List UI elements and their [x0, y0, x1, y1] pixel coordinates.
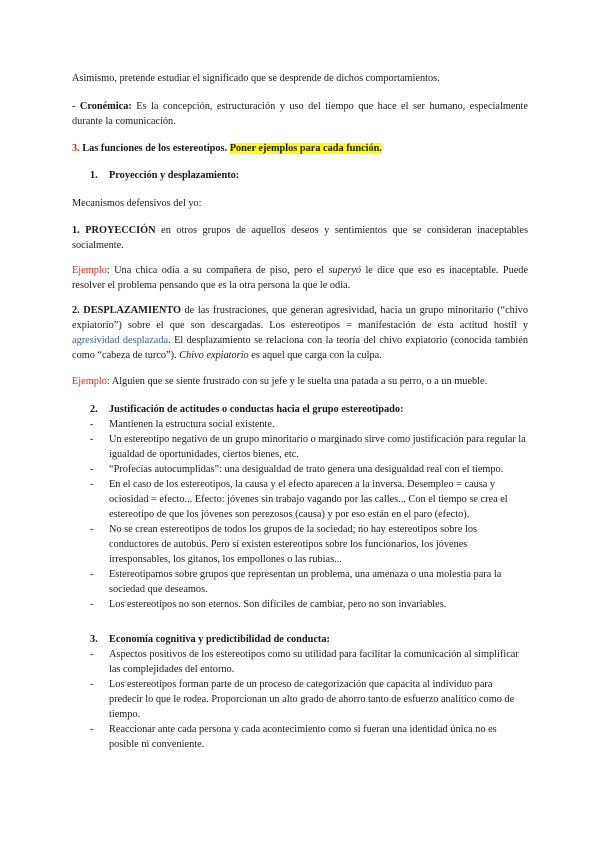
section-3-title: Las funciones de los estereotipos.	[79, 143, 228, 154]
cronemica-text: Es la concepción, estructuración y uso del tiempo que hace el ser humano, especialmente durante la comunicación.	[72, 101, 528, 127]
list-item-text: Estereotipamos sobre grupos que representan un problema, una amenaza o una molestia para la sociedad que deseamos.	[109, 569, 502, 595]
section-3-heading	[72, 141, 528, 156]
dash-bullet: -	[90, 569, 94, 580]
ejemplo-2-paragraph	[72, 374, 528, 389]
desplazamiento-text-b: . El desplazamiento se relaciona con la teoría del chivo expiatorio (conocida también como “cabeza de turco”).	[72, 335, 528, 361]
list-item-text: Reaccionar ante cada persona y cada acontecimiento como si fueran una identidad única no es posible ni conveniente.	[109, 724, 497, 750]
cronemica-paragraph	[72, 99, 528, 129]
subsection-2-list	[90, 417, 528, 612]
subsection-3-list	[90, 647, 528, 752]
list-item-text: En el caso de los estereotipos, la causa y el efecto aparecen a la inversa. Desempleo = causa y ociosidad = efecto... Efecto: jóvenes sin trabajo vagando por las calles... Con el tiempo se crea el estereotipo de que los jóvenes son perezosos (causa) y por eso están en el paro (efecto).	[109, 479, 508, 520]
section-3-highlight: Poner ejemplos para cada función.	[229, 143, 382, 154]
list-item-text: Mantienen la estructura social existente.	[109, 419, 275, 430]
list-item	[90, 522, 528, 567]
ejemplo-2-label: Ejemplo	[72, 376, 107, 387]
list-item	[90, 417, 528, 432]
list-item	[90, 677, 528, 722]
ejemplo-1-text-b: le dice que eso es inaceptable. Puede resolver el problema pensando que es la otra persona la que le odia.	[72, 265, 529, 291]
desplazamiento-italic: Chivo expiatorio	[179, 350, 249, 361]
ejemplo-2-text: : Alguien que se siente frustrado con su jefe y le suelta una patada a su perro, o a un mueble.	[106, 376, 488, 387]
ejemplo-1-italic: superyó	[328, 265, 362, 276]
cronemica-term: Cronémica:	[79, 101, 132, 112]
dash-bullet: -	[90, 419, 94, 430]
list-item	[90, 597, 528, 612]
desplazamiento-text-c: es aquel que carga con la culpa.	[248, 350, 382, 361]
mecanismos-text: Mecanismos defensivos del yo:	[72, 198, 202, 209]
subsection-1-title: Proyección y desplazamiento:	[109, 170, 240, 181]
desplazamiento-paragraph	[72, 303, 528, 363]
dash-bullet: -	[90, 599, 94, 610]
list-item-text: Un estereotipo negativo de un grupo minoritario o marginado sirve como justificación para regular la igualdad de oportunidades, ciertos bienes, etc.	[109, 434, 526, 460]
list-item	[90, 647, 528, 677]
proyeccion-paragraph	[72, 223, 528, 253]
subsection-1-number: 1.	[90, 170, 98, 181]
dash-bullet: -	[90, 679, 94, 690]
ejemplo-1-label: Ejemplo	[72, 265, 107, 276]
dash-bullet: -	[90, 649, 94, 660]
list-item	[90, 477, 528, 522]
section-3-number: 3.	[72, 143, 80, 154]
list-item-text: Los estereotipos forman parte de un proceso de categorización que capacita al individuo para predecir lo que le rodea. Proporcionan un alto grado de ahorro tanto de esfuerzo analítico como de tiempo.	[109, 679, 515, 720]
ejemplo-1-paragraph	[72, 263, 528, 293]
proyeccion-term: 1. PROYECCIÓN	[72, 225, 156, 236]
subsection-3-title: Economía cognitiva y predictibilidad de conducta:	[109, 634, 330, 645]
dash-bullet: -	[90, 464, 94, 475]
dash-bullet: -	[90, 724, 94, 735]
desplazamiento-blue: agresividad desplazada	[72, 335, 169, 346]
desplazamiento-term: 2. DESPLAZAMIENTO	[72, 305, 181, 316]
subsection-3-number: 3.	[90, 634, 98, 645]
cronemica-prefix: -	[72, 101, 80, 112]
subsection-2-title: Justificación de actitudes o conductas hacia el grupo estereotipado:	[109, 404, 404, 415]
dash-bullet: -	[90, 479, 94, 490]
subsection-2-number: 2.	[90, 404, 98, 415]
list-item	[90, 462, 528, 477]
dash-bullet: -	[90, 524, 94, 535]
list-item-text: Los estereotipos no son eternos. Son difíciles de cambiar, pero no son invariables.	[109, 599, 447, 610]
list-item-text: No se crean estereotipos de todos los grupos de la sociedad; no hay estereotipos sobre los conductores de autobús. Pero sí existen estereotipos sobre los funcionarios, los jóvenes irresponsables, los gitanos, los empollones o las rubias...	[109, 524, 478, 565]
list-item	[90, 567, 528, 597]
list-item-text: “Profecías autocumplidas”: una desigualdad de trato genera una desigualdad real con el tiempo.	[109, 464, 504, 475]
intro-paragraph: Asimismo, pretende estudiar el significado que se desprende de dichos comportamientos.	[72, 73, 440, 84]
list-item	[90, 722, 528, 752]
list-item-text: Aspectos positivos de los estereotipos como su utilidad para facilitar la comunicación al simplificar las complejidades del entorno.	[109, 649, 519, 675]
dash-bullet: -	[90, 434, 94, 445]
proyeccion-text: en otros grupos de aquellos deseos y sentimientos que se consideran inaceptables socialmente.	[72, 225, 528, 251]
ejemplo-1-text-a: : Una chica odia a su compañera de piso, pero el	[106, 265, 329, 276]
desplazamiento-text-a: de las frustraciones, que generan agresividad, hacia un grupo minoritario (“chivo expiatorio”) sobre el que son descargadas. Los estereotipos = manifestación de esta actitud hostil y	[72, 305, 528, 331]
list-item	[90, 432, 528, 462]
